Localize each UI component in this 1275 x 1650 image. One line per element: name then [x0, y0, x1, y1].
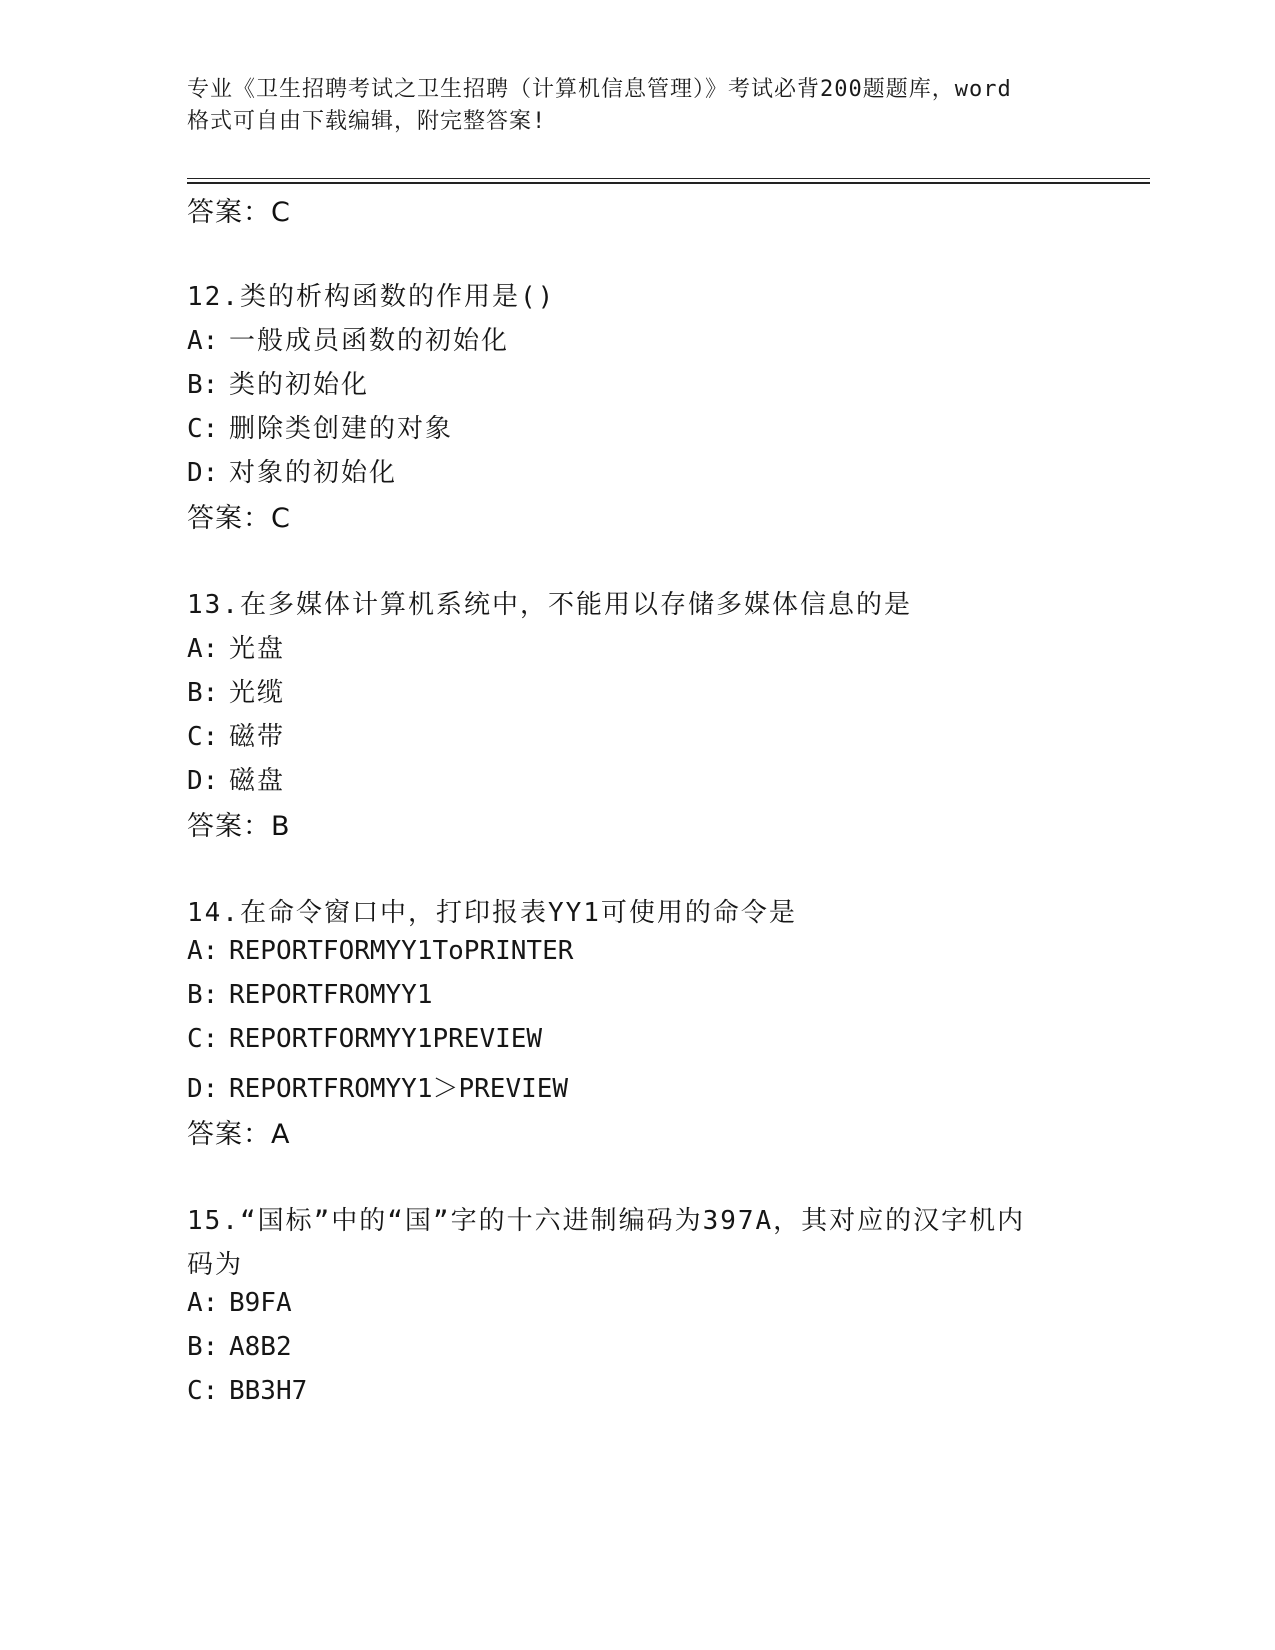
- question-text: 12.类的析构函数的作用是(): [187, 282, 556, 312]
- option-label: B:: [187, 370, 219, 400]
- option-label: C:: [187, 1376, 219, 1406]
- header-rule-thin: [187, 178, 1150, 179]
- answer: 答案：B: [187, 811, 291, 842]
- question-text-line-1: 15.“国标”中的“国”字的十六进制编码为397A，其对应的汉字机内: [187, 1206, 1026, 1236]
- option-text: B9FA: [229, 1288, 292, 1318]
- answer: 答案：C: [187, 503, 291, 534]
- option-text: 光缆: [229, 678, 286, 708]
- answer-previous: 答案：C: [187, 197, 291, 228]
- header-line-2: 格式可自由下载编辑，附完整答案!: [187, 109, 547, 134]
- option-label: D:: [187, 766, 219, 796]
- option-label: B:: [187, 1332, 219, 1362]
- option-label: B:: [187, 980, 219, 1010]
- option-text: 删除类创建的对象: [229, 414, 454, 444]
- option-b: [187, 980, 433, 1010]
- document-header: [187, 74, 1087, 138]
- option-text: REPORTFORMYY1ToPRINTER: [229, 936, 574, 966]
- option-a: [187, 936, 573, 966]
- question-text: 14.在命令窗口中，打印报表YY1可使用的命令是: [187, 898, 797, 928]
- option-label: D:: [187, 458, 219, 488]
- option-b: [187, 1332, 292, 1362]
- option-label: A:: [187, 634, 219, 664]
- option-text: BB3H7: [229, 1376, 308, 1406]
- option-text: A8B2: [229, 1332, 292, 1362]
- option-c: [187, 1024, 542, 1054]
- option-c: [187, 408, 453, 445]
- option-label: C:: [187, 1024, 219, 1054]
- option-text: 光盘: [229, 634, 286, 664]
- option-label: C:: [187, 414, 219, 444]
- option-label: C:: [187, 722, 219, 752]
- option-a: [187, 628, 285, 665]
- option-c: [187, 1376, 307, 1406]
- option-text: 对象的初始化: [229, 458, 398, 488]
- question-text: 13.在多媒体计算机系统中，不能用以存储多媒体信息的是: [187, 590, 912, 620]
- option-d: [187, 760, 285, 797]
- option-label: A:: [187, 326, 219, 356]
- option-a: [187, 320, 509, 357]
- option-text: 类的初始化: [229, 370, 370, 400]
- option-b: [187, 672, 285, 709]
- option-text: 磁盘: [229, 766, 286, 796]
- option-text: REPORTFROMYY1: [229, 980, 433, 1010]
- option-b: [187, 364, 369, 401]
- option-text: REPORTFROMYY1＞PREVIEW: [229, 1074, 569, 1104]
- question-text-line-2: 码为: [187, 1250, 244, 1280]
- header-line-1: 专业《卫生招聘考试之卫生招聘（计算机信息管理）》考试必背200题题库，word: [187, 77, 1012, 102]
- option-label: A:: [187, 936, 219, 966]
- option-c: [187, 716, 285, 753]
- option-text: 一般成员函数的初始化: [229, 326, 510, 356]
- option-label: B:: [187, 678, 219, 708]
- option-text: REPORTFORMYY1PREVIEW: [229, 1024, 543, 1054]
- option-text: 磁带: [229, 722, 286, 752]
- option-d: [187, 1068, 568, 1105]
- answer: 答案：A: [187, 1119, 291, 1150]
- option-label: D:: [187, 1074, 219, 1104]
- option-d: [187, 452, 397, 489]
- header-rule-thick: [187, 182, 1150, 184]
- option-a: [187, 1288, 292, 1318]
- option-label: A:: [187, 1288, 219, 1318]
